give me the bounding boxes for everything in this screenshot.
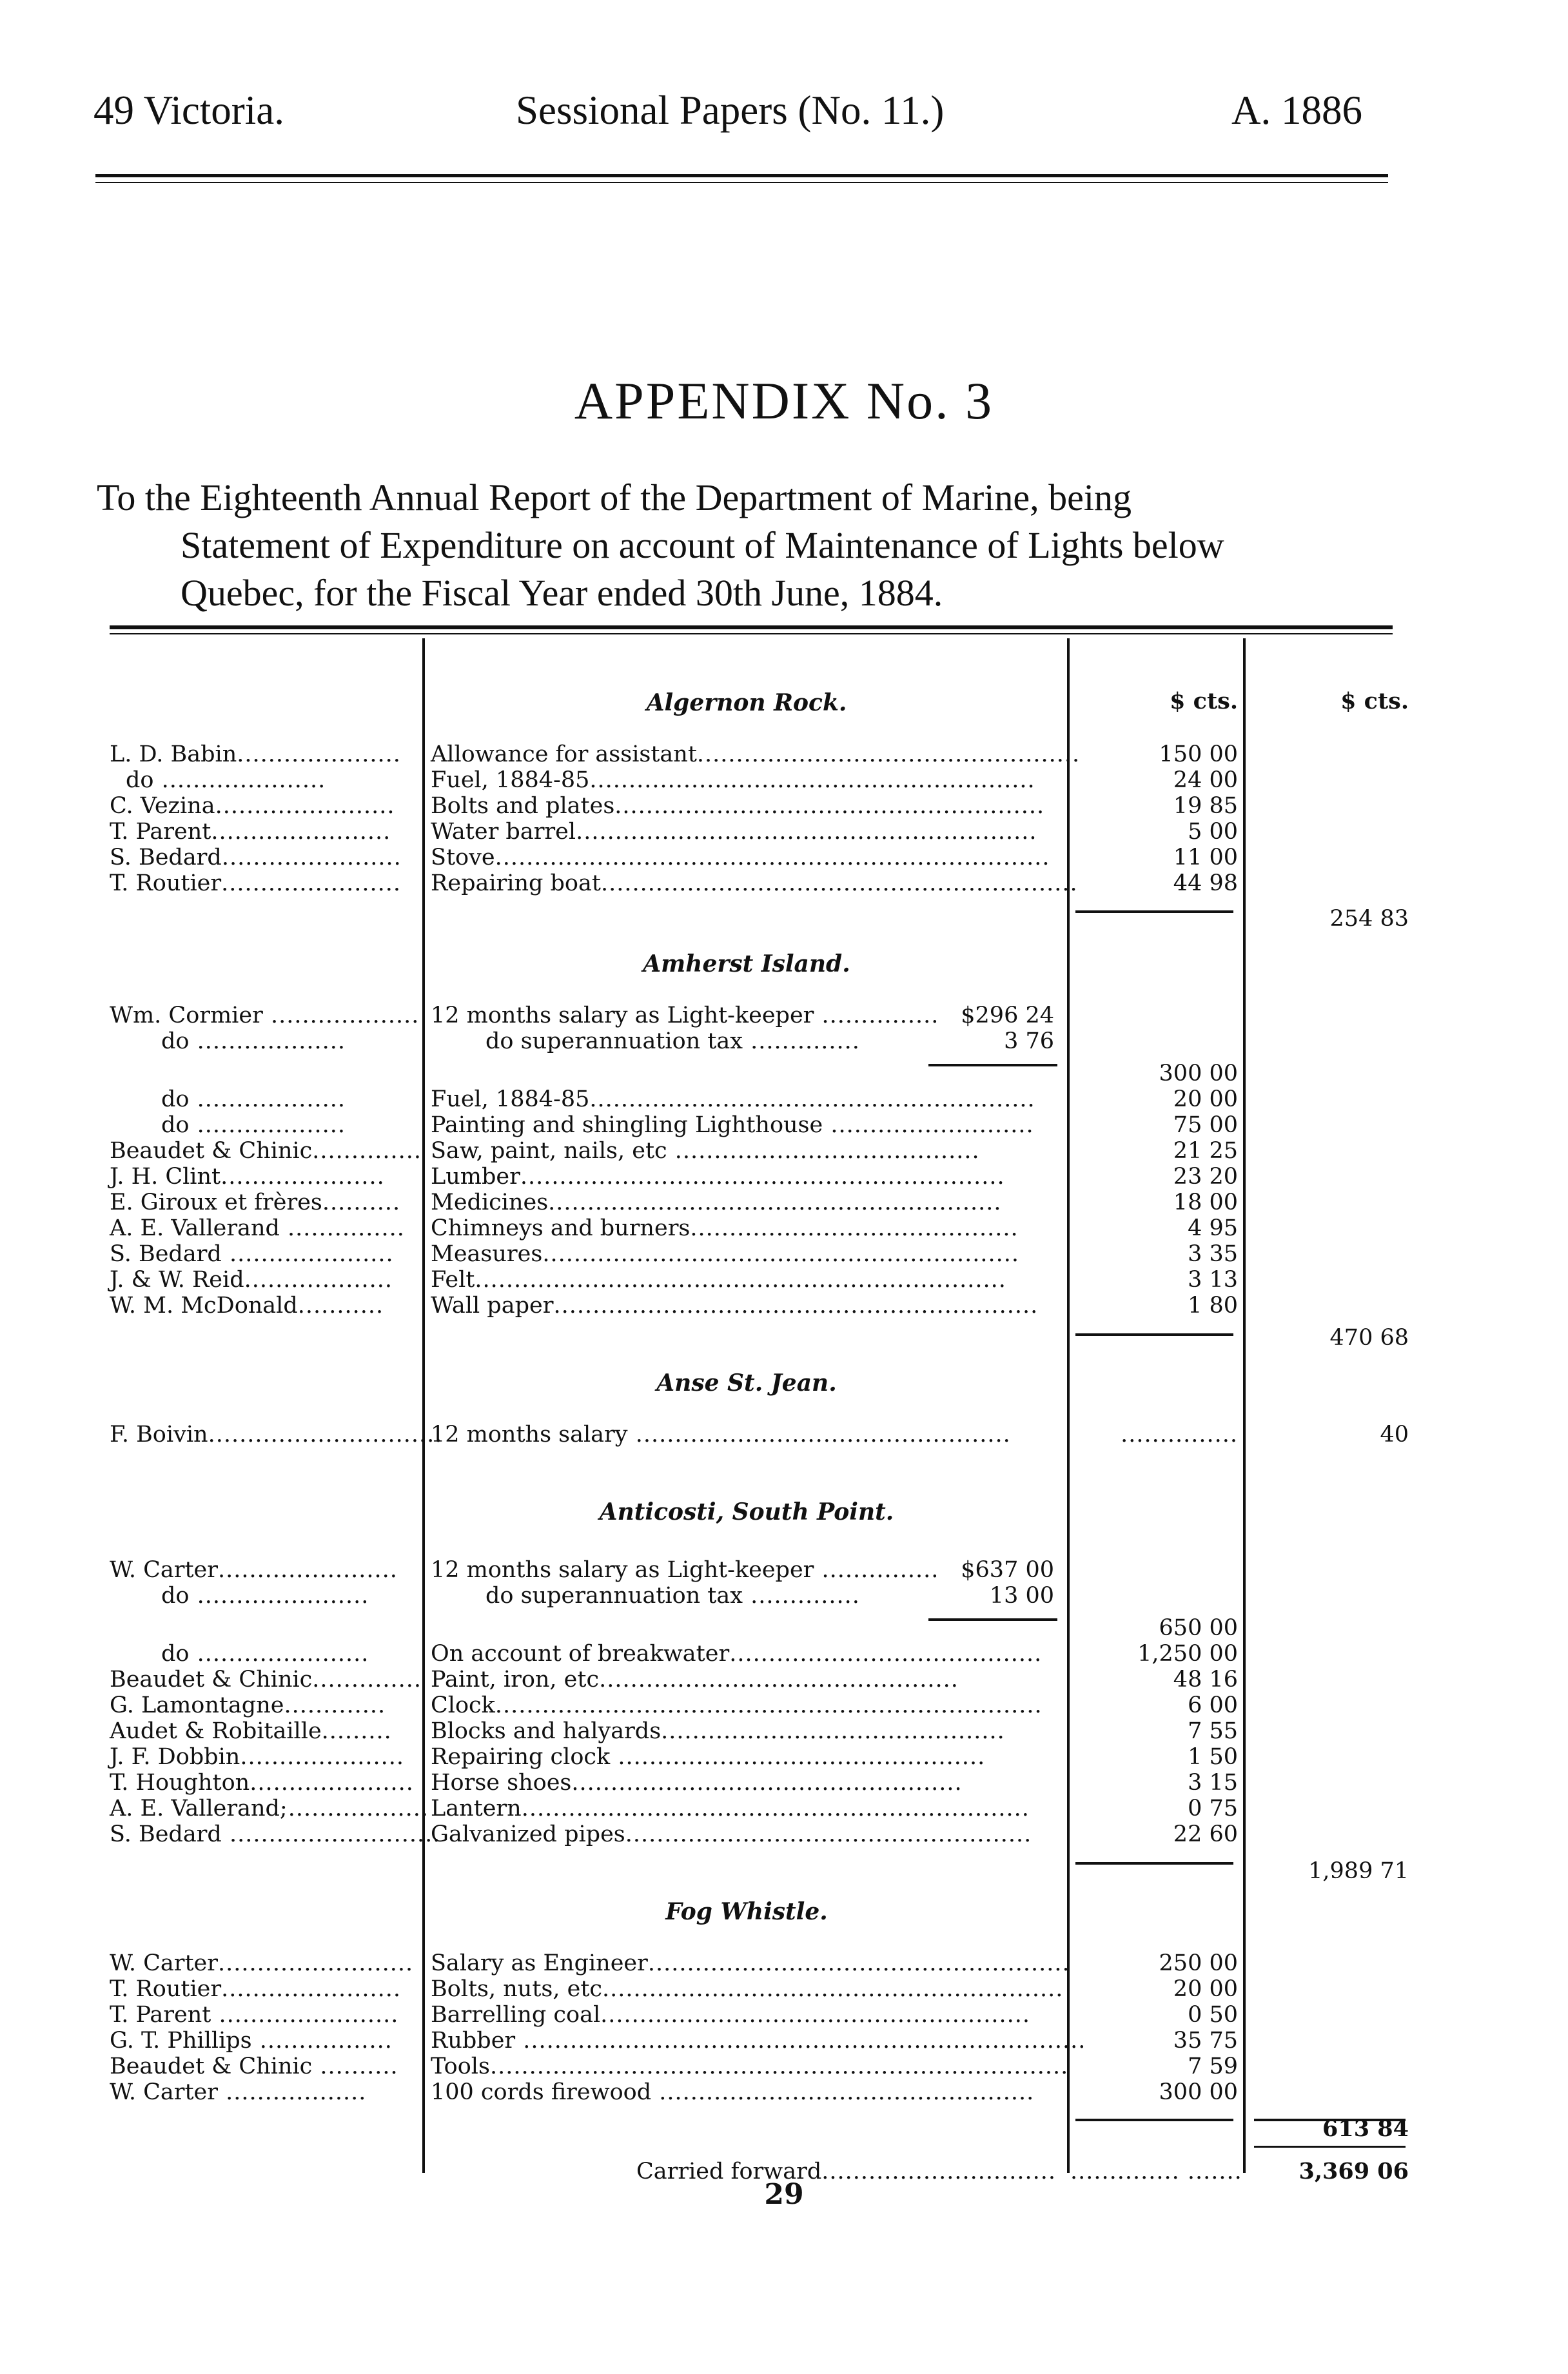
item-description: Lumber.............................................................. [431,1164,1005,1190]
payee: F. Boivin.............................. [110,1422,443,1447]
total-column-header: $ cts. [1340,688,1409,714]
item-amount: 35 75 [1173,2028,1238,2054]
carried-forward-label: Carried forward.............................. [636,2159,1056,2184]
item-description: Horse shoes.................................................. [431,1770,963,1796]
item-description: Water barrel........................................................... [431,819,1037,845]
section-total: 470 68 [1329,1325,1409,1351]
payee: Beaudet & Chinic.............. [110,1138,422,1164]
item-amount: 5 00 [1188,819,1238,845]
item-description: Painting and shingling Lighthouse .......................... [431,1112,1034,1138]
intro-line-2: Statement of Expenditure on account of Maintenance of Lights below [181,524,1224,566]
payee: T. Houghton..................... [110,1770,414,1796]
amount-column-header: $ cts. [1170,688,1238,714]
item-amount: 300 00 [1159,2079,1238,2105]
item-description: On account of breakwater........................................ [431,1641,1043,1667]
section-title: Algernon Rock. [646,689,847,716]
item-amount: 0 75 [1188,1796,1238,1821]
item-amount: 1 80 [1188,1293,1238,1319]
item-description: Bolts, nuts, etc........................................................... [431,1976,1064,2002]
appendix-title: APPENDIX No. 3 [574,371,994,430]
payee: Beaudet & Chinic .......... [110,2054,398,2079]
item-amount: 11 00 [1173,845,1238,870]
payee: C. Vezina....................... [110,793,395,819]
table-top-rule [110,625,1393,629]
item-description: Salary as Engineer...................................................... [431,1950,1070,1976]
section-total: 613 84 [1322,2115,1409,2142]
item-amount: 7 59 [1188,2054,1238,2079]
section-title: Amherst Island. [643,950,850,977]
item-amount: 4 95 [1188,1215,1238,1241]
item-amount: 3 13 [1188,1267,1238,1293]
payee: W. Carter .................. [110,2079,367,2105]
payee: L. D. Babin..................... [110,741,401,767]
total-rule [1254,2146,1406,2148]
item-amount: 22 60 [1173,1821,1238,1847]
payee: T. Routier....................... [110,870,402,896]
payee: T. Parent....................... [110,819,391,845]
intro-paragraph [97,474,1399,617]
subtotal-rule [928,1618,1057,1621]
payee: S. Bedard ..................... [110,1241,394,1267]
item-amount: 21 25 [1173,1138,1238,1164]
item-description: Saw, paint, nails, etc ....................................... [431,1138,980,1164]
item-description: Rubber ........................................................................ [431,2028,1086,2054]
item-description: Stove....................................................................... [431,845,1050,870]
payee: do ................... [161,1086,346,1112]
subtotal-rule [1075,910,1233,913]
subtotal-rule [1075,2119,1233,2121]
payee: E. Giroux et frères.......... [110,1190,401,1215]
item-amount: 150 00 [1159,741,1238,767]
item-amount: 3 35 [1188,1241,1238,1267]
item-description: Barrelling coal....................................................... [431,2002,1031,2028]
payee: S. Bedard....................... [110,845,402,870]
item-amount: 75 00 [1173,1112,1238,1138]
item-amount: 3 15 [1188,1770,1238,1796]
section-title: Anticosti, South Point. [599,1498,894,1525]
item-description: 12 months salary ................................................ [431,1422,1011,1447]
carried-forward-total: 3,369 06 [1298,2158,1409,2184]
payee: S. Bedard ........................... [110,1821,441,1847]
section-title: Anse St. Jean. [656,1369,837,1397]
header-center: Sessional Papers (No. 11.) [516,88,945,133]
section-title: Fog Whistle. [665,1898,828,1925]
payee: do ................... [161,1112,346,1138]
item-description: Lantern................................................................. [431,1796,1030,1821]
net-salary: 300 00 [1159,1061,1238,1086]
item-amount: 48 16 [1173,1667,1238,1692]
intro-line-3: Quebec, for the Fiscal Year ended 30th June, 1884. [181,572,943,614]
header-left: 49 Victoria. [93,88,284,133]
item-description: 12 months salary as Light-keeper ............... [431,1557,939,1583]
item-description: Galvanized pipes.................................................... [431,1821,1032,1847]
item-description: Blocks and halyards............................................ [431,1718,1005,1744]
table-top-rule-thin [110,633,1393,634]
item-description: Repairing clock ............................................... [431,1744,986,1770]
subtotal-rule [1075,1333,1233,1336]
item-description: 100 cords firewood ................................................ [431,2079,1035,2105]
item-description: Bolts and plates....................................................... [431,793,1045,819]
payee: Audet & Robitaille......... [110,1718,392,1744]
item-amount: 20 00 [1173,1086,1238,1112]
running-header [93,87,1389,145]
item-description: Chimneys and burners.......................................... [431,1215,1019,1241]
payee: T. Parent ....................... [110,2002,399,2028]
item-amount: 1,250 00 [1137,1641,1238,1667]
item-description: Allowance for assistant................................................. [431,741,1081,767]
item-description: Fuel, 1884-85......................................................... [431,1086,1035,1112]
item-amount: ............... [1121,1422,1238,1447]
payee: J. F. Dobbin..................... [110,1744,404,1770]
item-amount: 6 00 [1188,1692,1238,1718]
salary-subamount: 13 00 [989,1583,1054,1609]
item-description: Tools.......................................................................... [431,2054,1069,2079]
payee: A. E. Vallerand ............... [110,1215,405,1241]
payee: G. Lamontagne............. [110,1692,386,1718]
item-amount: 18 00 [1173,1190,1238,1215]
salary-subamount: $637 00 [961,1557,1054,1583]
carried-forward-amount-leader: .............. ....... [1070,2159,1242,2184]
item-amount: 44 98 [1173,870,1238,896]
header-right: A. 1886 [1231,88,1362,133]
item-description: Fuel, 1884-85......................................................... [431,767,1035,793]
item-amount: 24 00 [1173,767,1238,793]
subtotal-rule [928,1064,1057,1066]
page-number: 29 [764,2178,804,2211]
item-description: do superannuation tax .............. [485,1028,860,1054]
item-amount: 20 00 [1173,1976,1238,2002]
item-description: Paint, iron, etc.............................................. [431,1667,959,1692]
section-total: 254 83 [1329,906,1409,932]
payee: A. E. Vallerand;.................. [110,1796,429,1821]
payee: do ...................... [161,1641,369,1667]
salary-subamount: $296 24 [961,1003,1054,1028]
header-rule [95,174,1388,177]
item-amount: 23 20 [1173,1164,1238,1190]
item-description: 12 months salary as Light-keeper ............... [431,1003,939,1028]
payee: W. Carter......................... [110,1950,414,1976]
subtotal-rule [1075,1862,1233,1865]
payee: Wm. Cormier ................... [110,1003,420,1028]
section-total: 40 [1380,1422,1409,1447]
net-salary: 650 00 [1159,1615,1238,1641]
item-amount: 250 00 [1159,1950,1238,1976]
item-amount: 7 55 [1188,1718,1238,1744]
payee: J. H. Clint..................... [110,1164,385,1190]
item-description: Wall paper.............................................................. [431,1293,1039,1319]
payee: do ..................... [126,767,326,793]
item-amount: 0 50 [1188,2002,1238,2028]
column-rule [422,638,425,2173]
payee: W. M. McDonald........... [110,1293,384,1319]
item-description: Measures............................................................. [431,1241,1019,1267]
payee: G. T. Phillips ................. [110,2028,393,2054]
payee: J. & W. Reid................... [110,1267,393,1293]
section-total: 1,989 71 [1308,1858,1409,1884]
item-description: do superannuation tax .............. [485,1583,860,1609]
item-amount: 1 50 [1188,1744,1238,1770]
payee: do ................... [161,1028,346,1054]
payee: do ...................... [161,1583,369,1609]
header-rule-thin [95,182,1388,183]
item-description: Felt.................................................................... [431,1267,1006,1293]
payee: T. Routier....................... [110,1976,402,2002]
item-description: Medicines.......................................................... [431,1190,1002,1215]
intro-line-1: To the Eighteenth Annual Report of the Department of Marine, being [97,476,1132,518]
salary-subamount: 3 76 [1004,1028,1054,1054]
item-description: Repairing boat............................................................. [431,870,1078,896]
column-rule [1067,638,1070,2173]
payee: W. Carter....................... [110,1557,398,1583]
column-rule [1243,638,1246,2173]
payee: Beaudet & Chinic.............. [110,1667,422,1692]
item-description: Clock...................................................................... [431,1692,1043,1718]
item-amount: 19 85 [1173,793,1238,819]
